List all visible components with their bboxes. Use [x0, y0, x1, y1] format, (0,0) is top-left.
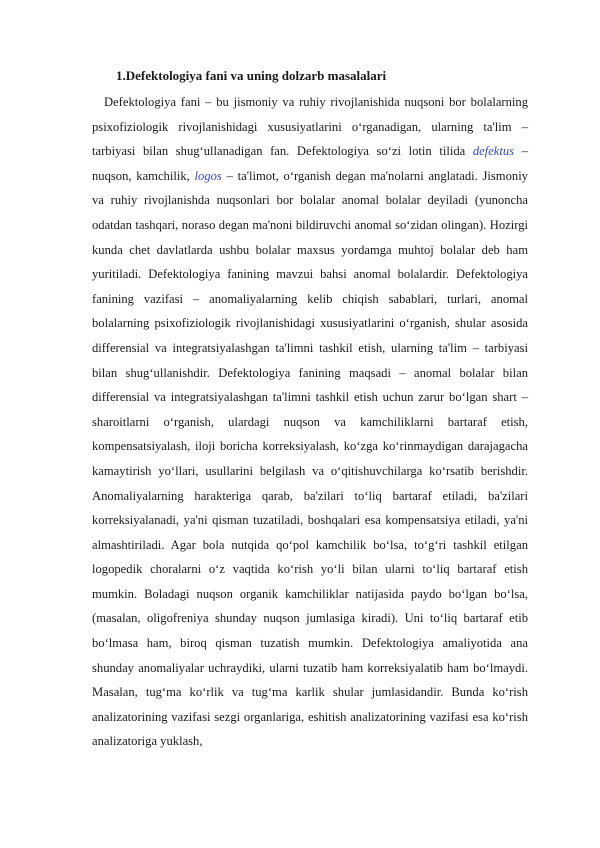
paragraph-text-part-2: – nuqson, kamchilik,: [92, 144, 528, 183]
document-page: [92, 66, 528, 754]
paragraph-text-part-3: – ta'limot, o‘rganish degan ma'nolarni anglatadi. Jismoniy va ruhiy rivojlanishda nuqsonlari bor bolalar anomal bolalar deyiladi (yunoncha odatdan tashqari, noraso degan ma'noni bildiruvchi anomal so‘zidan olingan). Hozirgi kunda chet davlatlarda ushbu bolalar maxsus yordamga muhtoj bolalar deb ham yuritiladi. Defektologiya fanining mavzui bahsi anomal bolalardir. Defektologiya fanining vazifasi – anomaliyalarning kelib chiqish sabablari, turlari, anomal bolalarning psixofiziologik rivojlanishidagi xususiyatlarini o‘rganish, shular asosida differensial va integratsiyalashgan ta'limni tashkil etish, ularning ta'lim – tarbiyasi bilan shug‘ullanishdir. Defektologiya fanining maqsadi – anomal bolalar bilan differensial va integratsiyalashgan ta'limni tashkil etish uchun zarur bo‘lgan shart – sharoitlarni o‘rganish, ulardagi nuqson va kamchiliklarni bartaraf etish, kompensatsiyalash, iloji boricha korreksiyalash, ko‘zga ko‘rinmaydigan darajagacha kamaytirish yo‘llari, usullarini belgilash va o‘qitishuvchilarga ko‘rsatib berishdir. Anomaliyalarning harakteriga qarab, ba'zilari to‘liq bartaraf etiladi, ba'zilari korreksiyalanadi, ya'ni qisman tuzatiladi, boshqalari esa kompensatsiya etiladi, ya'ni almashtiriladi. Agar bola nutqida qo‘pol kamchilik bo‘lsa, to‘g‘ri tashkil etilgan logopedik choralarni o‘z vaqtida ko‘rish yo‘li bilan ularni to‘liq bartaraf etish mumkin. Boladagi nuqson organik kamchiliklar natijasida paydo bo‘lgan bo‘lsa, (masalan, oligofreniya shunday nuqson jumlasiga kiradi). Uni to‘liq bartaraf etib bo‘lmasa ham, biroq qisman tuzatish mumkin. Defektologiya amaliyotida ana shunday anomaliyalar uchraydiki, ularni tuzatib ham korreksiyalatib ham bo‘lmaydi. Masalan, tug‘ma ko‘rlik va tug‘ma karlik shular jumlasidandir. Bunda ko‘rish analizatorining vazifasi sezgi organlariga, eshitish analizatorining vazifasi esa ko‘rish analizatoriga yuklash,: [92, 168, 528, 749]
section-heading: 1.Defektologiya fani va uning dolzarb masalalari: [116, 68, 387, 83]
greek-term-logos: logos: [194, 168, 222, 183]
latin-term-defektus: defektus: [472, 144, 515, 159]
body-paragraph: [92, 90, 528, 754]
paragraph-text-part-1: Defektologiya fani – bu jismoniy va ruhiy rivojlanishida nuqsoni bor bolalarning psixofiziologik rivojlanishidagi xususiyatlarini o‘rganadigan, ularning ta'lim – tarbiyasi bilan shug‘ullanadigan fan. Defektologiya so‘zi lotin tilida: [92, 95, 528, 159]
